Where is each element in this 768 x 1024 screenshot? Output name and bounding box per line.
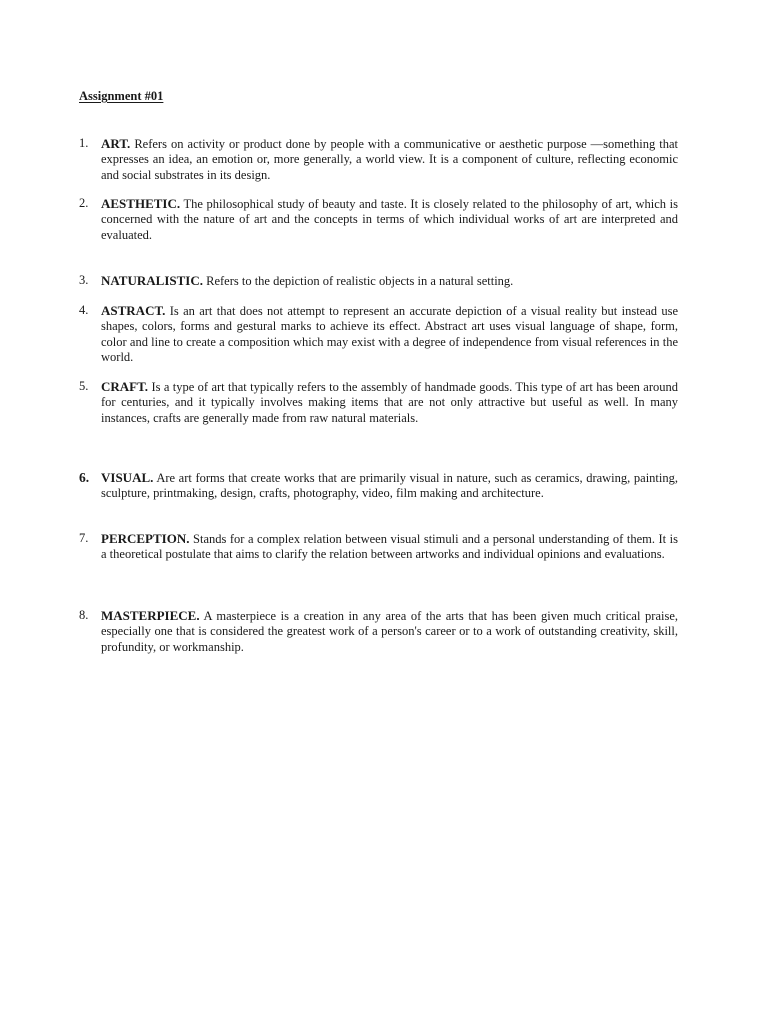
item-text: Is an art that does not attempt to represent an accurate depiction of a visual reality but instead use shapes, colors, forms and gestural marks to achieve its effect. Abstract art uses visual language of shape, form, color and line to create a composition which may exist with a degree of independence from visual references in the world. [101,304,678,365]
item-text: Refers to the depiction of realistic objects in a natural setting. [206,274,514,288]
item-body [101,379,678,426]
item-body [101,608,678,655]
list-item-masterpiece [79,608,678,655]
item-number: 1. [79,136,89,150]
item-term: ASTRACT. [101,303,166,318]
item-number: 3. [79,273,89,287]
list-item-visual [79,470,678,502]
item-term: NATURALISTIC. [101,273,203,288]
item-body [101,273,678,289]
item-body [101,531,678,563]
item-term: AESTHETIC. [101,196,181,211]
item-body [101,196,678,243]
item-term: VISUAL. [101,470,154,485]
item-body [101,303,678,366]
item-text: Stands for a complex relation between visual stimuli and a personal understanding of them. It is a theoretical postulate that aims to clarify the relation between artworks and individual opinions and evaluations. [101,532,679,562]
item-text: Refers on activity or product done by people with a communicative or aesthetic purpose —something that expresses an idea, an emotion or, more generally, a world view. It is a component of culture, reflecting economic and social substrates in its design. [101,137,679,182]
item-number: 2. [79,196,89,210]
document-heading: Assignment #01 [79,89,164,103]
item-number: 8. [79,608,89,622]
item-number: 4. [79,303,89,317]
list-item-art [79,136,678,183]
item-term: ART. [101,136,131,151]
list-item-craft [79,379,678,426]
item-term: MASTERPIECE. [101,608,200,623]
item-text: A masterpiece is a creation in any area of the arts that has been given much critical praise, especially one that is considered the greatest work of a person's career or to a work of outstanding creativity, skill, profundity, or workmanship. [101,609,678,654]
item-term: CRAFT. [101,379,149,394]
list-item-naturalistic [79,273,678,289]
item-text: Is a type of art that typically refers to the assembly of handmade goods. This type of art has been around for centuries, and it typically involves making items that are not only attractive but useful as well. In many instances, crafts are generally made from raw natural materials. [101,380,679,425]
item-number: 5. [79,379,89,393]
item-text: The philosophical study of beauty and taste. It is closely related to the philosophy of art, which is concerned with the nature of art and the concepts in terms of which individual works of art are interpreted and evaluated. [101,197,678,242]
list-item-aesthetic [79,196,678,243]
item-body [101,136,678,183]
item-number: 7. [79,531,89,545]
item-text: Are art forms that create works that are primarily visual in nature, such as ceramics, drawing, painting, sculpture, printmaking, design, crafts, photography, video, film making and architecture. [101,471,678,501]
item-number: 6. [79,470,90,485]
list-item-perception [79,531,678,563]
item-term: PERCEPTION. [101,531,190,546]
list-item-abstract [79,303,678,366]
item-body [101,470,678,502]
